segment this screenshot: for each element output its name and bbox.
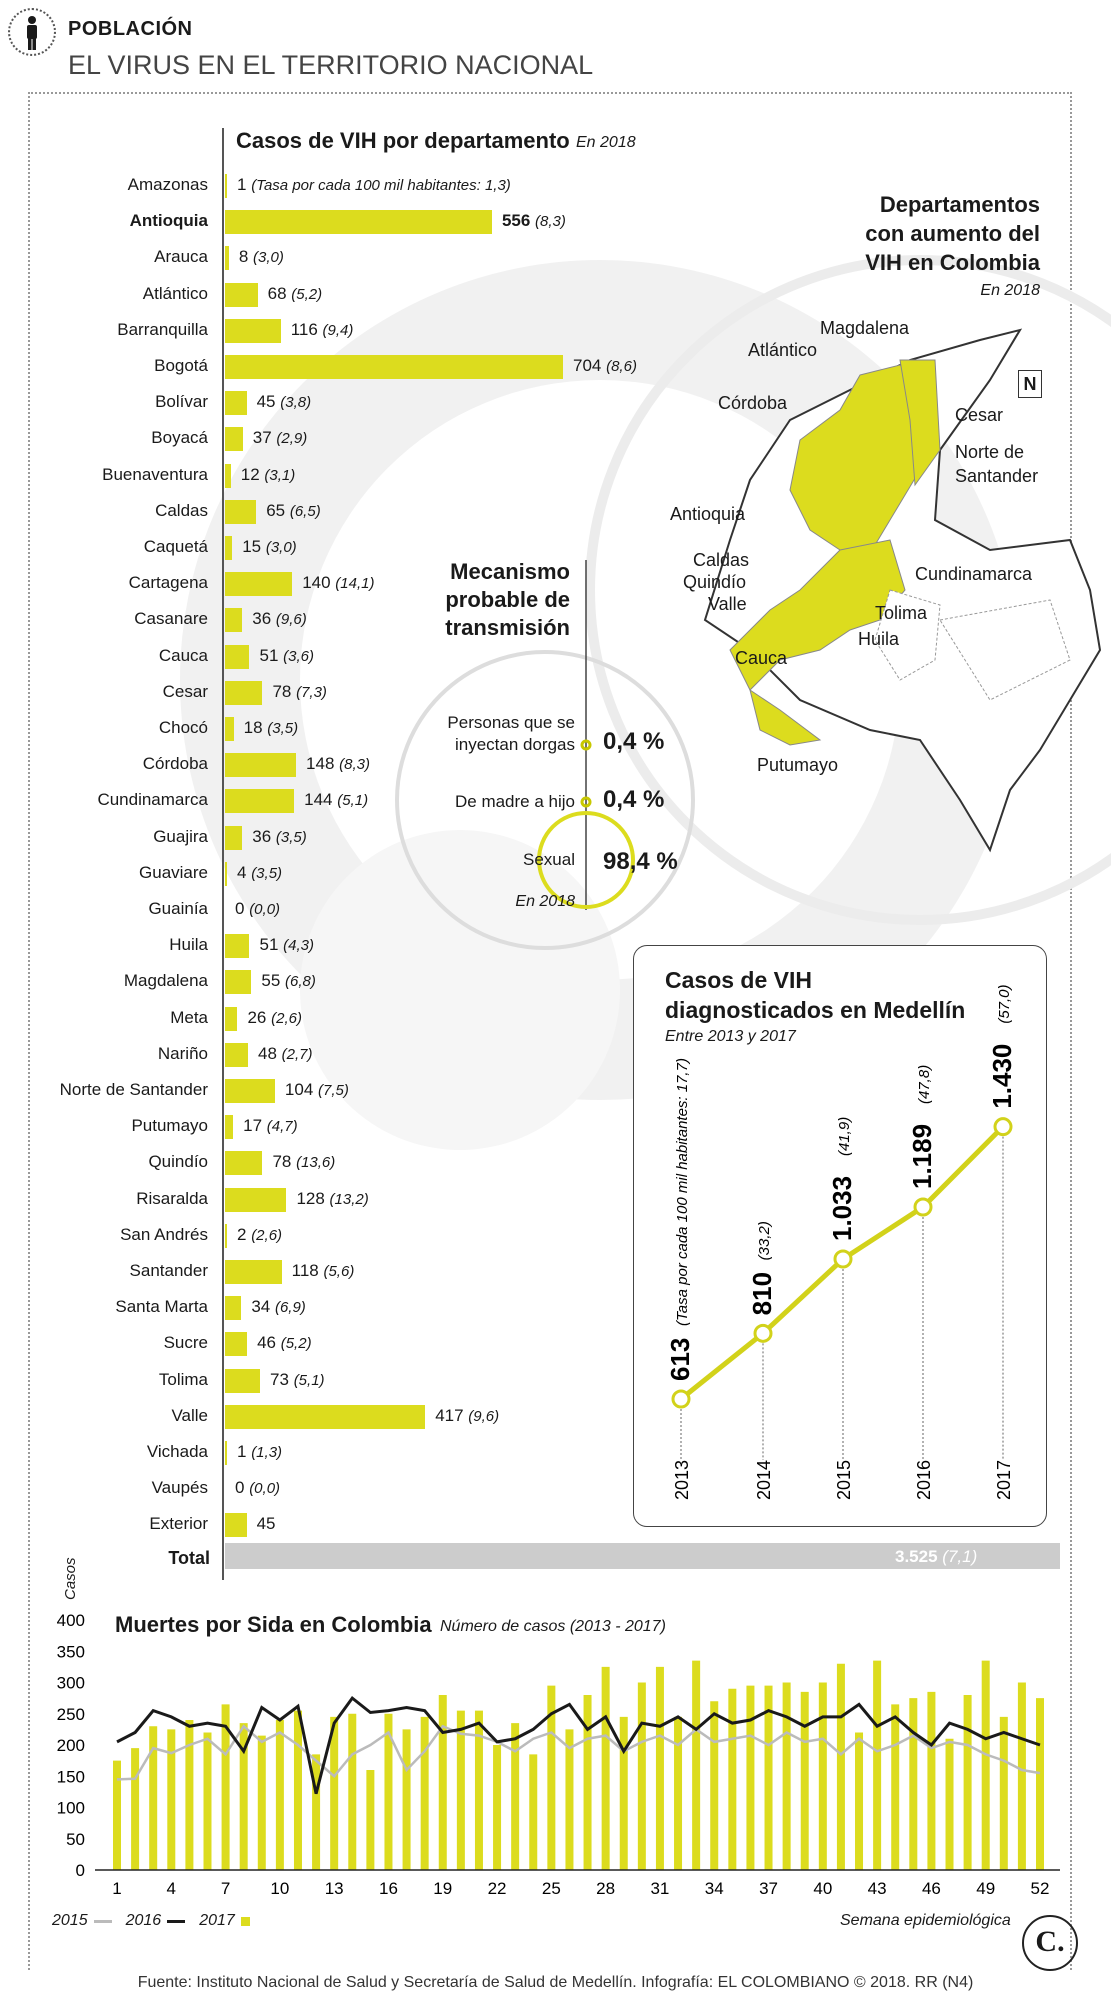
bar-value-label: 104 (7,5) <box>284 1080 349 1099</box>
medellin-value-label: 1.430 <box>987 1043 1017 1109</box>
bar-value-label: 1 (1,3) <box>237 1442 283 1461</box>
y-tick-label: 400 <box>56 1611 85 1630</box>
deaths-ylabel: Casos <box>62 1557 79 1600</box>
medellin-point <box>835 1251 851 1267</box>
bar <box>225 681 262 705</box>
bar-category-label: San Andrés <box>120 1224 208 1244</box>
x-tick-label: 37 <box>759 1879 778 1898</box>
bar-value-label: 37 (2,9) <box>252 428 308 448</box>
bar-category-label: Atlántico <box>142 283 208 303</box>
bar <box>225 572 292 596</box>
bar <box>225 1151 262 1175</box>
x-tick-label: 25 <box>541 1879 561 1898</box>
bar-category-label: Cauca <box>158 645 208 665</box>
deaths-bar-2017 <box>185 1720 193 1870</box>
bar-category-label: Buenaventura <box>102 464 208 484</box>
bar-category-label: Nariño <box>157 1043 208 1063</box>
bar-value-label: 0 (0,0) <box>235 1478 281 1498</box>
bar-category-label: Exterior <box>149 1514 208 1534</box>
deaths-bar-2017 <box>167 1729 175 1870</box>
bar-category-label: Valle <box>171 1405 208 1425</box>
bar-value-label: 8 (3,0) <box>238 247 284 267</box>
deaths-bar-2017 <box>1036 1698 1044 1870</box>
map-label-santander: Santander <box>955 466 1039 486</box>
map-title: Departamentos con aumento del VIH en Colombia <box>865 192 1040 275</box>
bar-category-label: Bolívar <box>155 392 208 412</box>
x-tick-label: 49 <box>976 1879 996 1898</box>
medellin-point <box>755 1325 771 1341</box>
bar-category-label: Santa Marta <box>115 1297 208 1317</box>
bar <box>225 1296 241 1320</box>
bar <box>225 717 234 741</box>
bar-category-label: Guajira <box>153 826 208 846</box>
deaths-bar-2017 <box>964 1695 972 1870</box>
bar-chart-title: Casos de VIH por departamento <box>236 128 570 153</box>
transmission-value-3: 98,4 % <box>603 848 678 875</box>
bar-value-label: 78 (7,3) <box>272 681 327 701</box>
map-label-cesar: Cesar <box>955 405 1004 425</box>
deaths-legend <box>52 1912 250 1930</box>
bar <box>225 1369 260 1393</box>
bar-value-label: 116 (9,4) <box>290 319 354 339</box>
bar <box>225 246 229 270</box>
medellin-rate-label: (57,0) <box>996 984 1013 1024</box>
bar-category-label: Caquetá <box>143 537 208 556</box>
bar <box>225 826 242 850</box>
x-tick-label: 31 <box>650 1879 670 1898</box>
map-label-cundinamarca: Cundinamarca <box>915 564 1033 584</box>
deaths-bar-2017 <box>511 1723 519 1870</box>
deaths-bar-2017 <box>366 1770 374 1870</box>
transmission-title: Mecanismo probable de transmisión <box>445 559 570 640</box>
deaths-bar-2017 <box>1000 1717 1008 1870</box>
bar <box>225 319 281 343</box>
page-title: EL VIRUS EN EL TERRITORIO NACIONAL <box>68 50 594 80</box>
bar-category-label: Sucre <box>163 1333 208 1353</box>
bar <box>225 645 249 669</box>
medellin-point <box>995 1119 1011 1135</box>
bar-value-label: 78 (13,6) <box>272 1152 336 1172</box>
bar-category-label: Tolima <box>158 1369 208 1389</box>
x-tick-label: 28 <box>596 1879 616 1898</box>
bar <box>225 174 227 198</box>
deaths-bar-2017 <box>692 1661 700 1870</box>
deaths-bar-2017 <box>873 1661 881 1870</box>
bar <box>225 1188 286 1212</box>
x-tick-label: 13 <box>324 1879 344 1898</box>
bar-value-label: 45 <box>256 1514 276 1534</box>
bar <box>225 608 242 632</box>
deaths-bar-2017 <box>294 1711 302 1870</box>
map-label-atlantico: Atlántico <box>748 340 818 360</box>
deaths-bar-2017 <box>493 1745 501 1870</box>
medellin-rate-label: (33,2) <box>756 1221 773 1261</box>
bar-value-label: 1 (Tasa por cada 100 mil habitantes: 1,3) <box>237 175 511 194</box>
map-label-huila: Huila <box>858 629 900 649</box>
deaths-bar-2017 <box>819 1683 827 1871</box>
bar-value-label: 15 (3,0) <box>242 537 297 556</box>
deaths-bar-2017 <box>1018 1683 1026 1871</box>
transmission-label-1: Personas que se inyectan dorgas <box>447 713 575 754</box>
el-colombiano-logo: C. <box>1022 1915 1078 1971</box>
x-tick-label: 22 <box>487 1879 507 1898</box>
bar-value-label: 4 (3,5) <box>237 862 283 882</box>
deaths-bar-2017 <box>620 1717 628 1870</box>
bar <box>225 283 258 307</box>
bar-value-label: 34 (6,9) <box>251 1297 306 1317</box>
deaths-subtitle: Número de casos (2013 - 2017) <box>440 1618 666 1635</box>
x-tick-label: 34 <box>704 1879 724 1898</box>
medellin-point <box>915 1199 931 1215</box>
medellin-year-label: 2016 <box>914 1459 934 1500</box>
medellin-subtitle: Entre 2013 y 2017 <box>665 1028 796 1045</box>
medellin-rate-label: (41,9) <box>836 1116 853 1156</box>
deaths-bar-2017 <box>909 1698 917 1870</box>
bar-category-label: Vaupés <box>151 1478 208 1498</box>
deaths-line-2016 <box>117 1698 1040 1794</box>
medellin-year-label: 2015 <box>834 1459 854 1500</box>
x-tick-label: 1 <box>112 1879 122 1898</box>
legend-2016: 2016 <box>125 1912 162 1929</box>
bar-category-label: Norte de Santander <box>59 1080 208 1099</box>
bar-category-label: Cartagena <box>128 573 208 593</box>
deaths-bar-2017 <box>584 1695 592 1870</box>
bar-category-label: Quindío <box>148 1152 208 1172</box>
deaths-bar-2017 <box>348 1714 356 1870</box>
deaths-line-2015 <box>117 1726 1040 1779</box>
bar-value-label: 55 (6,8) <box>261 971 316 991</box>
bar-value-label: 65 (6,5) <box>266 500 321 520</box>
bar <box>225 1332 247 1356</box>
deaths-bar-2017 <box>529 1754 537 1870</box>
bar-value-label: 17 (4,7) <box>243 1116 298 1136</box>
x-tick-label: 16 <box>379 1879 398 1898</box>
legend-2017-swatch <box>241 1917 250 1926</box>
legend-2015-swatch <box>94 1920 112 1923</box>
bar-category-label: Magdalena <box>123 971 208 991</box>
deaths-bar-2017 <box>113 1761 121 1870</box>
medellin-title: Casos de VIH diagnosticados en Medellín <box>665 967 966 1023</box>
medellin-rate-label: (47,8) <box>916 1064 933 1104</box>
medellin-value-label: 1.033 <box>827 1175 857 1241</box>
bar-category-label: Arauca <box>154 247 208 267</box>
bar <box>225 1513 247 1537</box>
deaths-bar-2017 <box>638 1683 646 1871</box>
bar-value-label: 26 (2,6) <box>247 1007 302 1027</box>
bar-value-label: 18 (3,5) <box>243 718 299 737</box>
bar-value-label: 144 (5,1) <box>304 790 369 810</box>
deaths-bar-2017 <box>131 1748 139 1870</box>
bar-category-label: Caldas <box>155 500 208 520</box>
deaths-bar-2017 <box>746 1686 754 1870</box>
x-tick-label: 7 <box>220 1879 231 1898</box>
bar-value-label: 45 (3,8) <box>256 392 312 412</box>
bar-value-label: 36 (3,5) <box>252 826 307 846</box>
bar-value-label: 0 (0,0) <box>235 899 281 918</box>
medellin-year-label: 2017 <box>994 1459 1014 1500</box>
bar <box>225 1260 282 1284</box>
bar <box>225 753 296 777</box>
medellin-year-label: 2013 <box>672 1459 692 1500</box>
bar-category-label: Bogotá <box>154 356 208 375</box>
x-tick-label: 40 <box>813 1879 833 1898</box>
map-label-magdalena: Magdalena <box>820 318 910 338</box>
map-label-valle: Valle <box>708 594 747 614</box>
medellin-value-label: 810 <box>747 1271 777 1316</box>
bar <box>225 355 563 379</box>
deaths-bar-2017 <box>276 1720 284 1870</box>
legend-2015: 2015 <box>52 1912 88 1929</box>
bar-category-label: Santander <box>129 1261 208 1280</box>
x-tick-label: 19 <box>433 1879 453 1898</box>
y-tick-label: 150 <box>56 1767 85 1787</box>
bar-category-label: Guaviare <box>139 862 208 882</box>
north-arrow: N <box>1018 370 1042 398</box>
deaths-bar-2017 <box>674 1717 682 1870</box>
y-tick-label: 350 <box>56 1642 85 1662</box>
bar-value-label: 148 (8,3) <box>306 754 370 774</box>
deaths-bar-2017 <box>891 1704 899 1870</box>
map-label-antioquia: Antioquia <box>670 504 746 524</box>
medellin-rate-label: (Tasa por cada 100 mil habitantes: 17,7) <box>674 1058 691 1326</box>
bar <box>225 210 492 234</box>
bar-category-label: Antioquia <box>129 211 208 231</box>
bar-value-label: 2 (2,6) <box>237 1224 283 1244</box>
deaths-bar-2017 <box>203 1733 211 1871</box>
deaths-bar-2017 <box>656 1667 664 1870</box>
deaths-bar-2017 <box>728 1689 736 1870</box>
bar-category-label: Guainía <box>148 899 208 918</box>
medellin-year-label: 2014 <box>754 1459 774 1500</box>
x-tick-label: 46 <box>921 1879 941 1898</box>
bar <box>225 970 251 994</box>
deaths-bar-2017 <box>403 1729 411 1870</box>
map-label-tolima: Tolima <box>875 603 928 623</box>
deaths-bar-2017 <box>927 1692 935 1870</box>
bar-value-label: 51 (3,6) <box>259 645 314 665</box>
bar-category-label: Huila <box>169 935 208 955</box>
x-tick-label: 10 <box>270 1879 290 1898</box>
deaths-bar-2017 <box>312 1754 320 1870</box>
total-value: 3.525 (7,1) <box>895 1547 978 1566</box>
x-tick-label: 4 <box>166 1879 177 1898</box>
bar-value-label: 73 (5,1) <box>270 1369 325 1389</box>
bar-value-label: 704 (8,6) <box>573 356 637 375</box>
bar-category-label: Cesar <box>162 681 208 701</box>
bar-category-label: Cundinamarca <box>97 790 208 810</box>
medellin-value-label: 613 <box>665 1337 695 1381</box>
y-tick-label: 300 <box>56 1673 85 1693</box>
deaths-bar-2017 <box>982 1661 990 1870</box>
x-tick-label: 52 <box>1030 1879 1050 1898</box>
bar-value-label: 51 (4,3) <box>259 935 314 955</box>
map-label-cauca: Cauca <box>735 648 788 668</box>
bar <box>225 1115 233 1139</box>
deaths-bar-2017 <box>439 1695 447 1870</box>
deaths-bar-2017 <box>710 1701 718 1870</box>
bar-chart-subtitle: En 2018 <box>576 134 636 151</box>
bar-value-label: 68 (5,2) <box>267 283 323 303</box>
transmission-value-1: 0,4 % <box>603 728 665 755</box>
bar-value-label: 140 (14,1) <box>302 573 375 593</box>
bar <box>225 1007 237 1031</box>
transmission-value-2: 0,4 % <box>603 786 665 813</box>
bar-value-label: 118 (5,6) <box>291 1261 355 1280</box>
deaths-bar-2017 <box>565 1729 573 1870</box>
bar <box>225 1224 227 1248</box>
section-title: POBLACIÓN <box>68 18 193 40</box>
bar <box>225 1079 275 1103</box>
deaths-bar-2017 <box>946 1739 954 1870</box>
transmission-label-3: Sexual <box>523 850 575 869</box>
deaths-bar-2017 <box>602 1667 610 1870</box>
bar <box>225 1043 248 1067</box>
y-tick-label: 250 <box>56 1704 85 1724</box>
bar-category-label: Vichada <box>146 1442 208 1461</box>
bar-value-label: 48 (2,7) <box>258 1043 313 1063</box>
bar-value-label: 128 (13,2) <box>296 1188 369 1208</box>
bar-category-label: Meta <box>170 1007 208 1027</box>
bar-category-label: Casanare <box>134 609 208 629</box>
bar <box>225 1441 227 1465</box>
bar-value-label: 556 (8,3) <box>501 211 566 231</box>
deaths-title: Muertes por Sida en Colombia <box>115 1612 432 1637</box>
map-label-caldas: Caldas <box>693 550 750 570</box>
bar-value-label: 12 (3,1) <box>240 464 296 484</box>
footer-source: Fuente: Instituto Nacional de Salud y Secretaría de Salud de Medellín. Infografía: EL COLOMBIANO © 2018. RR (N4) <box>137 1974 974 1991</box>
deaths-bar-2017 <box>783 1683 791 1871</box>
deaths-bar-2017 <box>837 1664 845 1870</box>
bar <box>225 391 247 415</box>
bar-category-label: Boyacá <box>151 428 208 448</box>
x-tick-label: 43 <box>867 1879 887 1898</box>
bar-value-label: 36 (9,6) <box>252 609 307 629</box>
legend-2017: 2017 <box>199 1912 235 1929</box>
deaths-xlabel: Semana epidemiológica <box>840 1912 1011 1929</box>
medellin-point <box>673 1391 689 1407</box>
bar <box>225 464 231 488</box>
transmission-note: En 2018 <box>515 893 575 910</box>
bar-category-label: Putumayo <box>131 1116 208 1136</box>
map-label-quindio: Quindío <box>683 572 747 592</box>
bar <box>225 536 232 560</box>
map-label-norte: Norte de <box>955 442 1025 462</box>
bar-category-label: Córdoba <box>142 754 208 774</box>
bar-category-label: Chocó <box>158 718 208 737</box>
map-subtitle: En 2018 <box>980 282 1040 299</box>
bar-value-label: 46 (5,2) <box>257 1333 312 1353</box>
legend-2016-swatch <box>167 1920 185 1923</box>
deaths-chart <box>40 1600 1080 1900</box>
total-label: Total <box>168 1548 210 1568</box>
map-label-putumayo: Putumayo <box>757 755 839 775</box>
bar-category-label: Barranquilla <box>117 319 208 339</box>
y-tick-label: 100 <box>56 1798 85 1818</box>
y-tick-label: 200 <box>56 1736 85 1755</box>
bar <box>225 934 249 958</box>
deaths-bar-2017 <box>258 1736 266 1870</box>
bar <box>225 500 256 524</box>
bar <box>225 789 294 813</box>
map-label-cordoba: Córdoba <box>718 393 788 413</box>
transmission-label-2: De madre a hijo <box>454 792 575 811</box>
bar <box>225 862 227 886</box>
bar-category-label: Risaralda <box>136 1188 208 1208</box>
bar <box>225 427 243 451</box>
deaths-bar-2017 <box>801 1692 809 1870</box>
bar <box>225 1405 425 1429</box>
y-tick-label: 0 <box>75 1861 85 1880</box>
bar-value-label: 417 (9,6) <box>435 1405 500 1425</box>
deaths-bar-2017 <box>855 1733 863 1871</box>
bar-category-label: Amazonas <box>127 175 208 194</box>
deaths-bar-2017 <box>421 1717 429 1870</box>
y-tick-label: 50 <box>66 1829 85 1849</box>
medellin-value-label: 1.189 <box>907 1123 937 1189</box>
